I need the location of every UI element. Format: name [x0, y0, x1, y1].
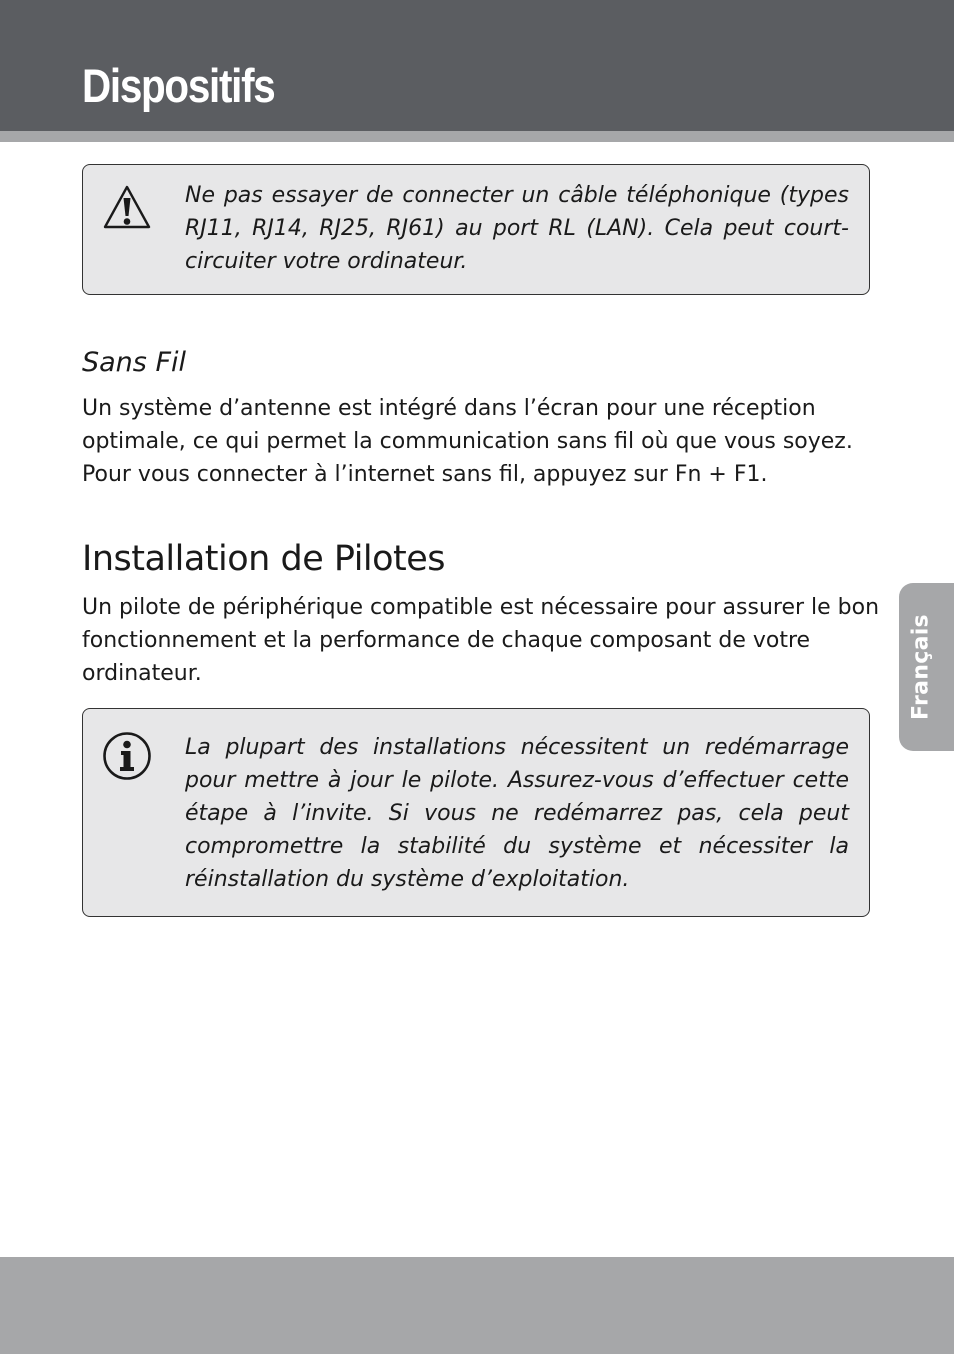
wireless-heading: Sans Fil: [82, 347, 186, 378]
drivers-heading: Installation de Pilotes: [82, 539, 446, 579]
info-callout: [82, 708, 870, 917]
language-tab-label: Français: [908, 614, 934, 720]
info-text: La plupart des installations nécessitent un redémarrage pour mettre à jour le pilote. Assurez-vous d’effectuer cette étape à l’invite. Si vous ne redémarrez pas, cela peut compromettre la stabilité du système et nécessiter la réinstallation du système d’exploitation.: [185, 735, 849, 892]
warning-triangle-icon: [102, 183, 152, 233]
header-stripe: [0, 131, 954, 142]
warning-callout: [82, 164, 870, 295]
page-footer: [0, 1257, 954, 1354]
info-icon: [102, 731, 152, 781]
drivers-paragraph: Un pilote de périphérique compatible est nécessaire pour assurer le bon fonctionnement et la performance de chaque composant de votre ordinateur.: [82, 595, 880, 686]
warning-text: Ne pas essayer de connecter un câble téléphonique (types RJ11, RJ14, RJ25, RJ61) au port RL (LAN). Cela peut court-circuiter votre ordinateur.: [185, 183, 849, 274]
page-title: Dispositifs: [82, 59, 275, 112]
wireless-paragraph: Un système d’antenne est intégré dans l’écran pour une réception optimale, ce qui permet la communication sans fil où que vous soyez. Pour vous connecter à l’internet sans fil, appuyez sur Fn + F1.: [82, 396, 853, 487]
